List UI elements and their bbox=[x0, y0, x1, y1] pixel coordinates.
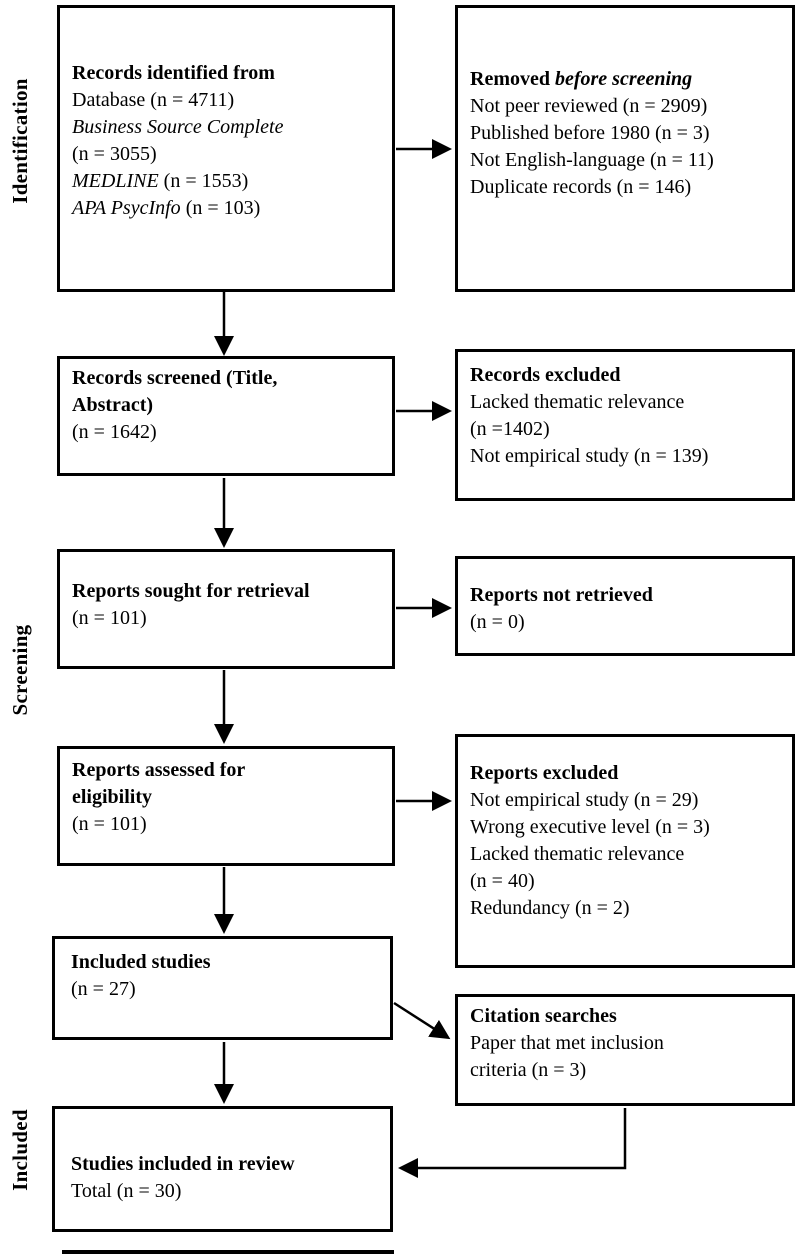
text-line: (n = 101) bbox=[72, 607, 147, 629]
text-line bbox=[72, 168, 384, 195]
box-title: Reports sought for retrieval bbox=[72, 580, 310, 602]
text-span: (n = 1553) bbox=[158, 170, 249, 192]
text-line: Not empirical study (n = 29) bbox=[470, 789, 699, 811]
text-line: (n = 101) bbox=[72, 813, 147, 835]
box-title-line2: Abstract) bbox=[72, 394, 154, 416]
arrow-included-studies-to-citation bbox=[394, 1003, 447, 1037]
box-title: Reports not retrieved bbox=[470, 584, 653, 606]
box-title: Citation searches bbox=[470, 1005, 617, 1027]
text-line: Published before 1980 (n = 3) bbox=[470, 122, 710, 144]
text-line: Database (n = 4711) bbox=[72, 89, 235, 111]
box-title: Reports assessed for bbox=[72, 759, 246, 781]
text-line: Business Source Complete bbox=[72, 116, 284, 138]
text-line: (n = 0) bbox=[470, 611, 525, 633]
text-line: criteria (n = 3) bbox=[470, 1059, 587, 1081]
text-span: Removed bbox=[470, 68, 555, 90]
box-title: Records excluded bbox=[470, 364, 621, 386]
text-line: Not peer reviewed (n = 2909) bbox=[470, 95, 708, 117]
text-line: Lacked thematic relevance bbox=[470, 391, 685, 413]
text-line: (n = 3055) bbox=[72, 143, 157, 165]
box-title: Records screened (Title, bbox=[72, 367, 278, 389]
box-studies-included-in-review bbox=[52, 1106, 393, 1232]
text-line bbox=[72, 195, 384, 222]
box-title: Reports excluded bbox=[470, 762, 619, 784]
stage-label-screening: Screening bbox=[8, 624, 32, 716]
stage-label-included: Included bbox=[8, 1109, 32, 1191]
text-line: (n = 40) bbox=[470, 870, 535, 892]
box-title: Included studies bbox=[71, 951, 211, 973]
text-line: (n = 1642) bbox=[72, 421, 157, 443]
text-line: Redundancy (n = 2) bbox=[470, 897, 630, 919]
arrow-citation-to-review bbox=[402, 1108, 625, 1168]
box-reports-assessed bbox=[57, 746, 395, 866]
box-records-screened bbox=[57, 356, 395, 476]
text-line: Wrong executive level (n = 3) bbox=[470, 816, 710, 838]
text-span: APA PsycInfo bbox=[72, 197, 181, 219]
text-span: MEDLINE bbox=[72, 170, 159, 192]
cropped-box-edge bbox=[62, 1250, 394, 1254]
text-line: Total (n = 30) bbox=[71, 1180, 182, 1202]
text-line: Not empirical study (n = 139) bbox=[470, 445, 709, 467]
box-reports-excluded bbox=[455, 734, 795, 968]
text-line: Duplicate records (n = 146) bbox=[470, 176, 692, 198]
stage-label-identification: Identification bbox=[8, 78, 32, 204]
text-span: (n = 103) bbox=[180, 197, 261, 219]
box-citation-searches bbox=[455, 994, 795, 1106]
box-reports-sought bbox=[57, 549, 395, 669]
text-line: Lacked thematic relevance bbox=[470, 843, 685, 865]
box-title: Records identified from bbox=[72, 62, 275, 84]
text-line: (n = 27) bbox=[71, 978, 136, 1000]
box-records-identified bbox=[57, 5, 395, 292]
box-reports-not-retrieved bbox=[455, 556, 795, 656]
text-line: Not English-language (n = 11) bbox=[470, 149, 714, 171]
box-removed-before-screening bbox=[455, 5, 795, 292]
box-records-excluded bbox=[455, 349, 795, 501]
box-included-studies bbox=[52, 936, 393, 1040]
text-line: (n =1402) bbox=[470, 418, 550, 440]
box-title: Studies included in review bbox=[71, 1153, 295, 1175]
text-line: Paper that met inclusion bbox=[470, 1032, 664, 1054]
text-span: before screening bbox=[554, 68, 693, 90]
box-title bbox=[470, 66, 784, 93]
box-title-line2: eligibility bbox=[72, 786, 152, 808]
